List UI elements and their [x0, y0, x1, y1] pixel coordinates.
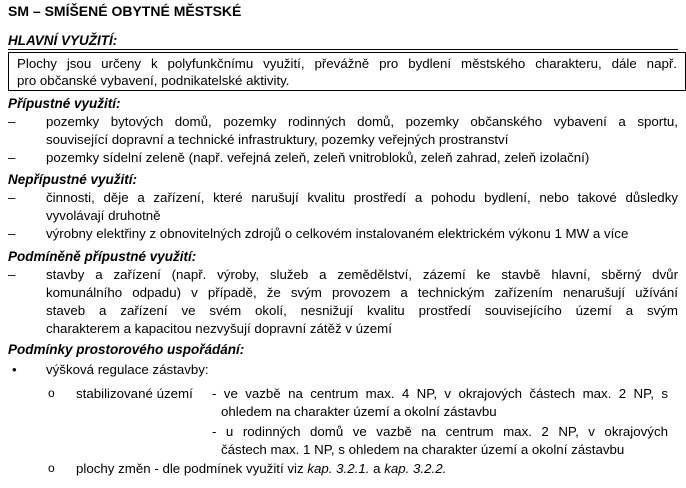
conditional-use-item-1 — [8, 266, 678, 338]
prohibited-use-item-1-line-1: činnosti, děje a zařízení, které narušují kvalitu prostředí a pohodu bydlení, nebo takové důsledky — [46, 190, 678, 205]
stabilized-area-label: stabilizované území — [76, 386, 193, 401]
prohibited-use-item-1-line-2: vyvolávají druhotně — [46, 208, 161, 223]
main-use-box — [8, 52, 686, 91]
height-regulation-bullet — [8, 361, 678, 379]
stabilized-area-rule-a-line-2: ohledem na charakter území a okolní zástavbu — [221, 404, 497, 419]
permitted-use-item-2-line-1: pozemky sídelní zeleně (např. veřejná zeleň, zeleň vnitrobloků, zeleň zahrad, zeleň izolační) — [46, 150, 590, 165]
main-use-line-1: Plochy jsou určeny k polyfunkčnímu využití, převážně pro bydlení městského charakteru, dále např. — [17, 56, 677, 71]
page-title: SM – SMÍŠENÉ OBYTNÉ MĚSTSKÉ — [8, 3, 242, 19]
main-use-heading: HLAVNÍ VYUŽITÍ: — [8, 33, 678, 50]
change-areas-prefix: plochy změn - dle podmínek využití viz — [76, 461, 308, 476]
stabilized-area-rule-a-line-1: - ve vazbě na centrum max. 4 NP, v okrajových částech max. 2 NP, s — [212, 386, 668, 401]
main-use-line-2: pro občanské vybavení, podnikatelské aktivity. — [17, 73, 290, 88]
dash-marker: – — [8, 190, 16, 205]
circle-marker: o — [48, 386, 55, 400]
conditional-use-item-1-line-3: staveb a zařízení ve svém okolí, nesnižují kvalitu prostředí souvisejícího území a svým — [46, 303, 678, 318]
prohibited-use-item-1 — [8, 189, 678, 225]
prohibited-use-heading: Nepřípustné využití: — [8, 172, 138, 187]
circle-marker: o — [48, 461, 55, 475]
permitted-use-item-2 — [8, 149, 678, 167]
dash-marker: – — [8, 150, 16, 165]
change-areas-text — [76, 460, 446, 478]
prohibited-use-item-2-line-1: výrobny elektřiny z obnovitelných zdrojů o celkovém instalovaném elektrickém výkonu 1 MW a více — [46, 226, 629, 241]
conditional-use-item-1-line-2: komunálního odpadu) v případě, že svým provozem a technickým zařízením nenarušují užívání — [46, 285, 678, 300]
chapter-ref-3-2-2[interactable]: kap. 3.2.2. — [384, 461, 447, 476]
conditional-use-heading: Podmíněně přípustné využití: — [8, 249, 197, 264]
height-regulation-text: výšková regulace zástavby: — [46, 362, 209, 377]
dash-marker: – — [8, 226, 16, 241]
permitted-use-item-1 — [8, 113, 678, 149]
conditional-use-item-1-line-1: stavby a zařízení (např. výroby, služeb a zemědělství, zázemí ke stavbě hlavní, sběrný dvůr — [46, 267, 678, 282]
spatial-conditions-heading: Podmínky prostorového uspořádání: — [8, 342, 245, 357]
permitted-use-heading: Přípustné využití: — [8, 96, 121, 111]
prohibited-use-item-2 — [8, 225, 678, 243]
dash-marker: – — [8, 267, 16, 282]
dash-marker: – — [8, 114, 16, 129]
chapter-ref-3-2-1[interactable]: kap. 3.2.1. — [307, 461, 370, 476]
stabilized-area-rule-b-line-2: částech max. 1 NP, s ohledem na charakter území a okolní zástavbu — [221, 442, 625, 457]
change-areas-conjunction: a — [369, 461, 385, 476]
bullet-marker: • — [12, 362, 17, 377]
conditional-use-item-1-line-4: charakterem a kapacitou nezvyšují dopravní zátěž v území — [46, 321, 392, 336]
stabilized-area-rule-b-line-1: - u rodinných domů ve vazbě na centrum max. 2 NP, v okrajových — [212, 424, 668, 439]
permitted-use-item-1-line-1: pozemky bytových domů, pozemky rodinných domů, pozemky občanského vybavení a sportu, — [46, 114, 678, 129]
permitted-use-item-1-line-2: související dopravní a technické infrastruktury, pozemky veřejných prostranství — [46, 132, 509, 147]
